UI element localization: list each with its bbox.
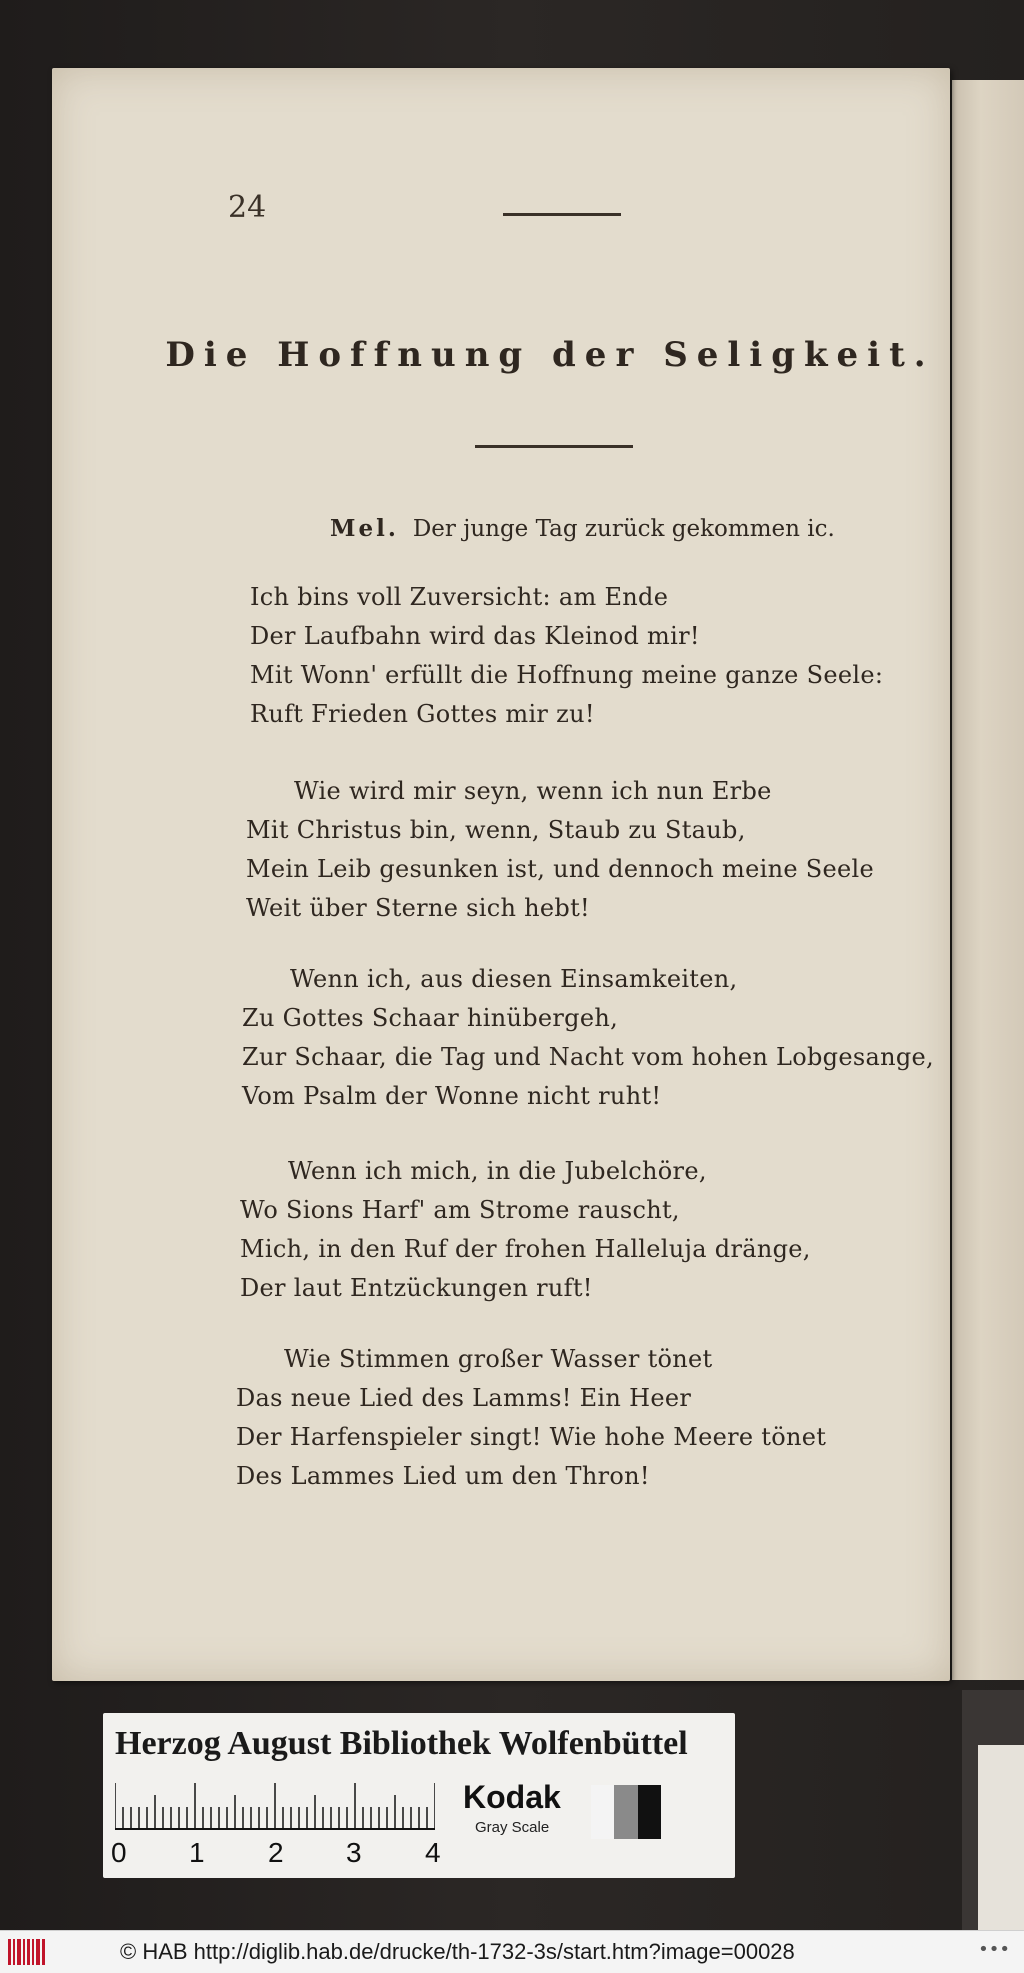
swatch-black	[638, 1785, 661, 1839]
verse-line: Zu Gottes Schaar hinübergeh,	[242, 1004, 619, 1032]
melody-text: Der junge Tag zurück gekommen ic.	[412, 516, 835, 542]
verse-line: Mit Christus bin, wenn, Staub zu Staub,	[246, 816, 746, 844]
copyright-link[interactable]: © HAB http://diglib.hab.de/drucke/th-1732-3s/start.htm?image=00028	[120, 1939, 795, 1964]
footer-bar	[0, 1930, 1024, 1973]
verse-line: Der Laufbahn wird das Kleinod mir!	[250, 622, 700, 650]
verse-line: Mein Leib gesunken ist, und dennoch meine Seele	[246, 855, 874, 883]
ruler-number: 2	[268, 1837, 284, 1868]
ruler-number: 1	[189, 1837, 205, 1868]
library-name: Herzog August Bibliothek Wolfenbüttel	[115, 1725, 688, 1762]
verse-line: Das neue Lied des Lamms! Ein Heer	[236, 1384, 692, 1412]
page-number: 24	[228, 190, 267, 225]
right-label-card	[978, 1745, 1024, 1930]
verse-line: Ich bins voll Zuversicht: am Ende	[250, 583, 669, 611]
verse-line: Wo Sions Harf' am Strome rauscht,	[240, 1196, 680, 1224]
stanza-2	[246, 772, 874, 928]
library-color-card	[103, 1713, 735, 1878]
swatch-gray	[614, 1785, 637, 1839]
verse-line: Der Harfenspieler singt! Wie hohe Meere tönet	[236, 1423, 827, 1451]
verse-line: Wenn ich mich, in die Jubelchöre,	[288, 1157, 707, 1185]
verse-line: Mich, in den Ruf der frohen Halleluja dränge,	[240, 1235, 811, 1263]
stanza-1	[250, 578, 883, 734]
verse-line: Ruft Frieden Gottes mir zu!	[250, 700, 595, 728]
ruler-number: 3	[346, 1837, 362, 1868]
header-rule	[503, 213, 621, 216]
stanza-3	[242, 960, 934, 1116]
gray-scale-label: Gray Scale	[475, 1819, 550, 1836]
stanza-4	[240, 1152, 811, 1308]
ruler-number: 0	[111, 1837, 127, 1868]
verse-line: Mit Wonn' erfüllt die Hoffnung meine ganze Seele:	[250, 661, 884, 689]
kodak-logo: Kodak	[463, 1779, 561, 1815]
verse-line: Wie Stimmen großer Wasser tönet	[284, 1345, 713, 1373]
verse-line: Der laut Entzückungen ruft!	[240, 1274, 593, 1302]
more-icon[interactable]: •••	[978, 1939, 1010, 1960]
next-page-edge	[952, 80, 1024, 1680]
gray-swatches	[591, 1785, 661, 1839]
scale-ruler-icon	[115, 1781, 435, 1831]
verse-line: Des Lammes Lied um den Thron!	[236, 1462, 650, 1490]
barcode-icon	[8, 1939, 46, 1965]
melody-label: Mel.	[330, 515, 399, 542]
title-rule	[475, 445, 633, 448]
swatch-white	[591, 1785, 614, 1839]
melody-line	[330, 515, 835, 542]
verse-line: Weit über Sterne sich hebt!	[246, 894, 590, 922]
verse-line: Wenn ich, aus diesen Einsamkeiten,	[290, 965, 738, 993]
verse-line: Wie wird mir seyn, wenn ich nun Erbe	[294, 777, 772, 805]
verse-line: Zur Schaar, die Tag und Nacht vom hohen Lobgesange,	[242, 1043, 934, 1071]
poem-title: Die Hoffnung der Seligkeit.	[165, 335, 935, 375]
verse-line: Vom Psalm der Wonne nicht ruht!	[242, 1082, 662, 1110]
ruler-number: 4	[425, 1837, 441, 1868]
stanza-5	[236, 1340, 826, 1496]
